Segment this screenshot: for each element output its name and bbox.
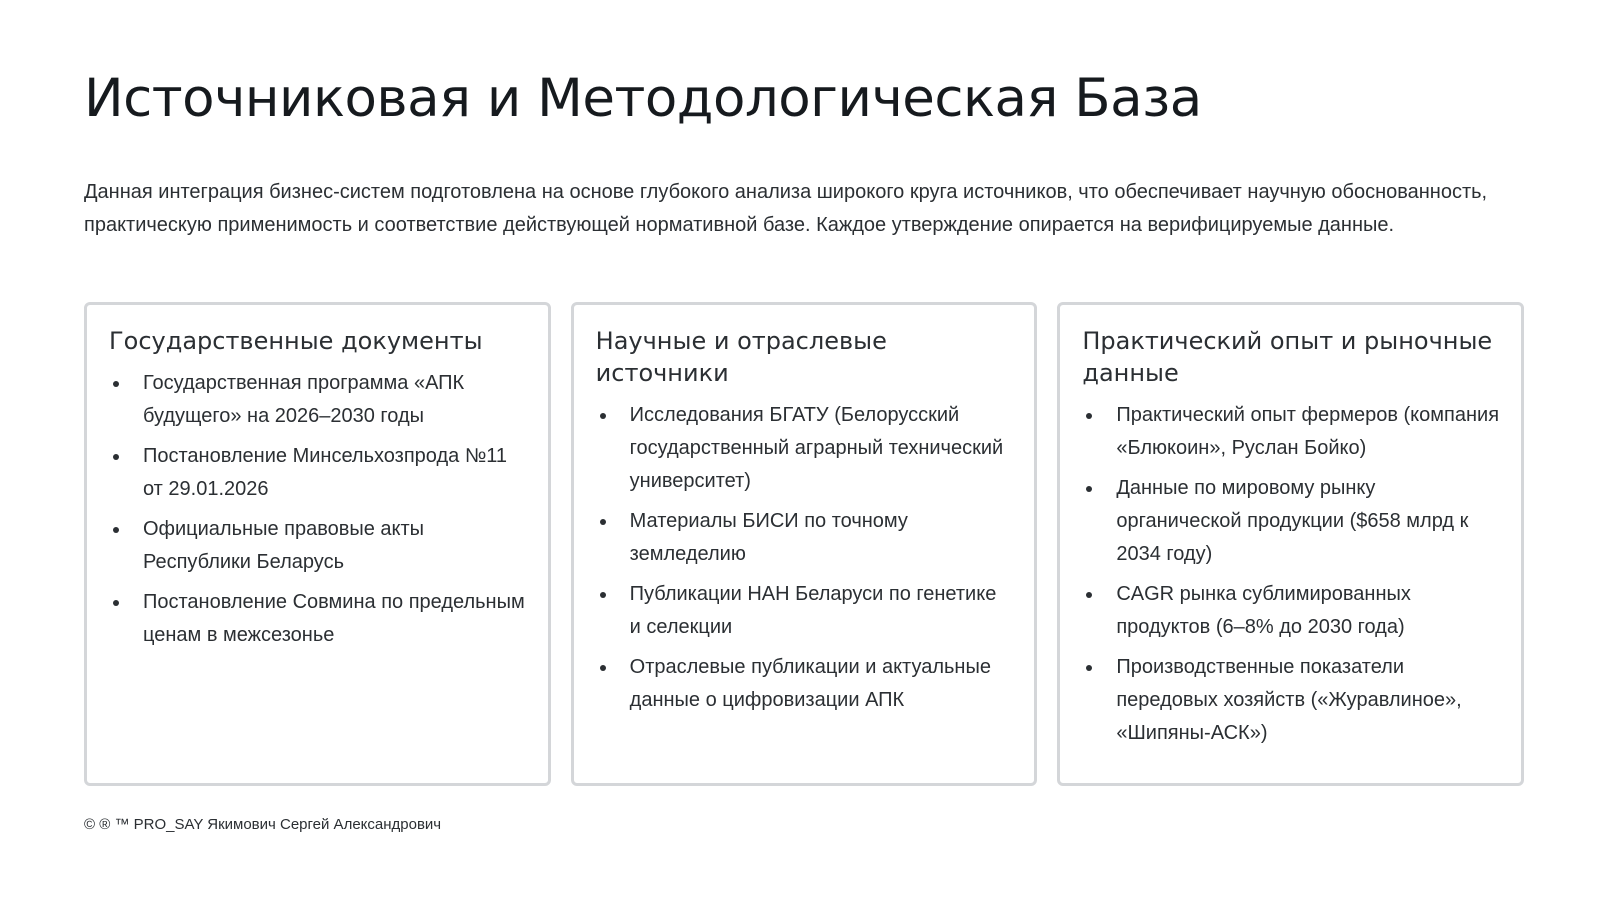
bullet-icon (600, 592, 606, 598)
card-title: Практический опыт и рыночные данные (1082, 327, 1493, 387)
card-scientific-sources (571, 302, 1038, 786)
list-item (1082, 399, 1499, 465)
bullet-icon (600, 665, 606, 671)
list-item (1082, 651, 1499, 750)
card-government-documents (84, 302, 551, 786)
bullet-icon (113, 600, 119, 606)
list-item-text: Постановление Минсельхозпрода №11 от 29.01.2026 (143, 445, 508, 500)
bullet-icon (600, 413, 606, 419)
list-item-text: Постановление Совмина по предельным ценам в межсезонье (143, 591, 525, 646)
list-item (596, 578, 1013, 644)
list-item-text: Публикации НАН Беларуси по генетике и селекции (629, 583, 997, 638)
list-item-text: Материалы БИСИ по точному земледелию (629, 510, 908, 565)
list-item (1082, 472, 1499, 571)
list-item-text: Государственная программа «АПК будущего» на 2026–2030 годы (143, 372, 465, 427)
card-list (1082, 399, 1499, 750)
page-title: Источниковая и Методологическая База (84, 68, 1202, 129)
list-item (109, 440, 526, 506)
sources-cards (84, 302, 1524, 786)
bullet-icon (1086, 592, 1092, 598)
bullet-icon (113, 381, 119, 387)
list-item-text: Официальные правовые акты Республики Беларусь (143, 518, 425, 573)
list-item (109, 367, 526, 433)
card-title: Научные и отраслевые источники (595, 327, 887, 387)
list-item-text: Данные по мировому рынку органической продукции ($658 млрд к 2034 году) (1116, 477, 1469, 565)
bullet-icon (600, 519, 606, 525)
list-item-text: Отраслевые публикации и актуальные данные о цифровизации АПК (629, 656, 991, 711)
card-list (109, 367, 526, 652)
card-list (596, 399, 1013, 717)
list-item (596, 651, 1013, 717)
list-item (109, 586, 526, 652)
list-item (109, 513, 526, 579)
bullet-icon (1086, 413, 1092, 419)
list-item-text: Практический опыт фермеров (компания «Блюкоин», Руслан Бойко) (1116, 404, 1500, 459)
card-practical-market-data (1057, 302, 1524, 786)
intro-paragraph: Данная интеграция бизнес-систем подготовлена на основе глубокого анализа широкого круга источников, что обеспечивает научную обоснованность, практическую применимость и соответствие действующей нормативной базе. Каждое утверждение опирается на верифицируемые данные. (84, 181, 1488, 236)
list-item-text: Исследования БГАТУ (Белорусский государственный аграрный технический университет) (629, 404, 1004, 492)
card-title: Государственные документы (109, 327, 483, 355)
list-item (596, 505, 1013, 571)
bullet-icon (1086, 486, 1092, 492)
list-item-text: Производственные показатели передовых хозяйств («Журавлиное», «Шипяны-АСК») (1116, 656, 1462, 744)
bullet-icon (113, 454, 119, 460)
list-item (1082, 578, 1499, 644)
bullet-icon (1086, 665, 1092, 671)
list-item (596, 399, 1013, 498)
list-item-text: CAGR рынка сублимированных продуктов (6–8% до 2030 года) (1116, 583, 1411, 638)
bullet-icon (113, 527, 119, 533)
footer-copyright: © ® ™ PRO_SAY Якимович Сергей Александрович (84, 816, 442, 833)
